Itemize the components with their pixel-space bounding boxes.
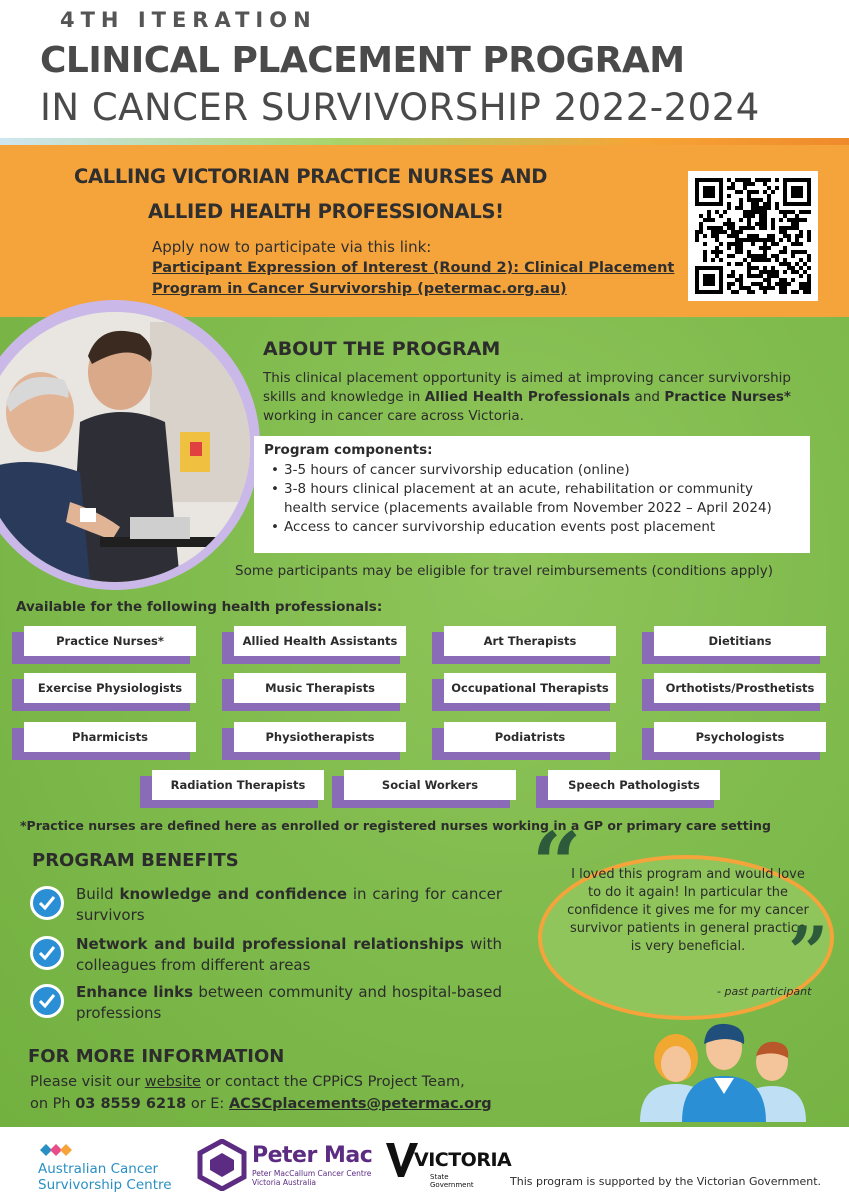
call-heading-line1: CALLING VICTORIAN PRACTICE NURSES AND [74, 165, 548, 188]
profession-box: Radiation Therapists [140, 770, 324, 808]
call-banner [0, 145, 849, 317]
profession-box: Art Therapists [432, 626, 616, 664]
qr-code-icon [695, 178, 811, 294]
acsc-logo [36, 1141, 76, 1163]
available-title: Available for the following health professionals: [16, 599, 383, 615]
footnote: *Practice nurses are defined here as enrolled or registered nurses working in a GP or primary care setting [20, 818, 771, 833]
info-title: FOR MORE INFORMATION [28, 1046, 285, 1067]
email-link[interactable]: ACSCplacements@petermac.org [228, 1096, 492, 1112]
profession-box: Dietitians [642, 626, 826, 664]
acsc-logo-text: Australian Cancer Survivorship Centre [38, 1161, 172, 1193]
iteration-label: 4TH ITERATION [60, 8, 317, 32]
page-title: CLINICAL PLACEMENT PROGRAM [40, 40, 685, 81]
list-item: • Access to cancer survivorship education events post placement [264, 518, 800, 537]
apply-text: Apply now to participate via this link: [152, 238, 432, 256]
about-title: ABOUT THE PROGRAM [263, 338, 501, 360]
profession-box: Physiotherapists [222, 722, 406, 760]
victoria-subtitle: State Government [430, 1173, 474, 1189]
components-title: Program components: [264, 442, 433, 458]
profession-box: Podiatrists [432, 722, 616, 760]
program-components [254, 436, 810, 553]
benefit-item: Enhance links between community and hospital-based professions [30, 982, 510, 1026]
quote-open-icon: “ [532, 814, 582, 915]
header [0, 0, 849, 138]
benefit-item: Network and build professional relationships with colleagues from different areas [30, 934, 510, 978]
profession-box: Orthotists/Prosthetists [642, 673, 826, 711]
profession-box: Pharmicists [12, 722, 196, 760]
website-link[interactable]: website [144, 1074, 201, 1090]
petermac-logo-icon [196, 1139, 248, 1195]
quote-close-icon: ” [788, 911, 829, 994]
benefit-item: Build knowledge and confidence in caring for cancer survivors [30, 884, 510, 928]
gradient-divider [0, 138, 849, 145]
benefits-title: PROGRAM BENEFITS [32, 850, 239, 871]
components-list [264, 461, 800, 537]
info-line2: on Ph 03 8559 6218 or E: ACSCplacements@petermac.org [30, 1096, 492, 1112]
check-icon [30, 886, 64, 920]
profession-box: Speech Pathologists [536, 770, 720, 808]
people-group-icon [630, 1022, 820, 1122]
profession-box: Occupational Therapists [432, 673, 616, 711]
profession-box: Practice Nurses* [12, 626, 196, 664]
list-item: • 3-8 hours clinical placement at an acute, rehabilitation or community health service (placements available from November 2022 – April 2024) [264, 480, 800, 518]
profession-box: Allied Health Assistants [222, 626, 406, 664]
profession-box: Music Therapists [222, 673, 406, 711]
profession-box: Exercise Physiologists [12, 673, 196, 711]
petermac-logo-text: Peter Mac [252, 1143, 373, 1168]
victoria-logo-text: VICTORIA [414, 1149, 512, 1171]
phone-number: 03 8559 6218 [75, 1096, 187, 1112]
testimonial-attribution: - past participant [717, 985, 812, 998]
eoi-link-line1[interactable]: Participant Expression of Interest (Round 2): Clinical Placement [152, 260, 675, 276]
testimonial-text: I loved this program and would love to do it again! In particular the confidence it gives me for my cancer survivor patients in general practice is very beneficial. [567, 867, 809, 954]
list-item: • 3-5 hours of cancer survivorship education (online) [264, 461, 800, 480]
eoi-link-line2[interactable]: Program in Cancer Survivorship (petermac.org.au) [152, 281, 567, 297]
footer [0, 1127, 849, 1200]
page-subtitle: IN CANCER SURVIVORSHIP 2022-2024 [40, 86, 760, 129]
support-note: This program is supported by the Victorian Government. [510, 1175, 822, 1188]
about-text: This clinical placement opportunity is aimed at improving cancer survivorship skills and knowledge in Allied Health Professionals and Practice Nurses* working in cancer care across Victoria. [263, 370, 791, 424]
profession-box: Social Workers [332, 770, 516, 808]
profession-box: Psychologists [642, 722, 826, 760]
call-heading-line2: ALLIED HEALTH PROFESSIONALS! [148, 200, 504, 223]
info-line1: Please visit our website or contact the CPPiCS Project Team, [30, 1074, 465, 1090]
check-icon [30, 984, 64, 1018]
reimbursement-note: Some participants may be eligible for travel reimbursements (conditions apply) [235, 563, 773, 579]
qr-code[interactable] [688, 171, 818, 301]
petermac-subtitle: Peter MacCallum Cancer Centre Victoria Australia [252, 1169, 372, 1187]
check-icon [30, 936, 64, 970]
